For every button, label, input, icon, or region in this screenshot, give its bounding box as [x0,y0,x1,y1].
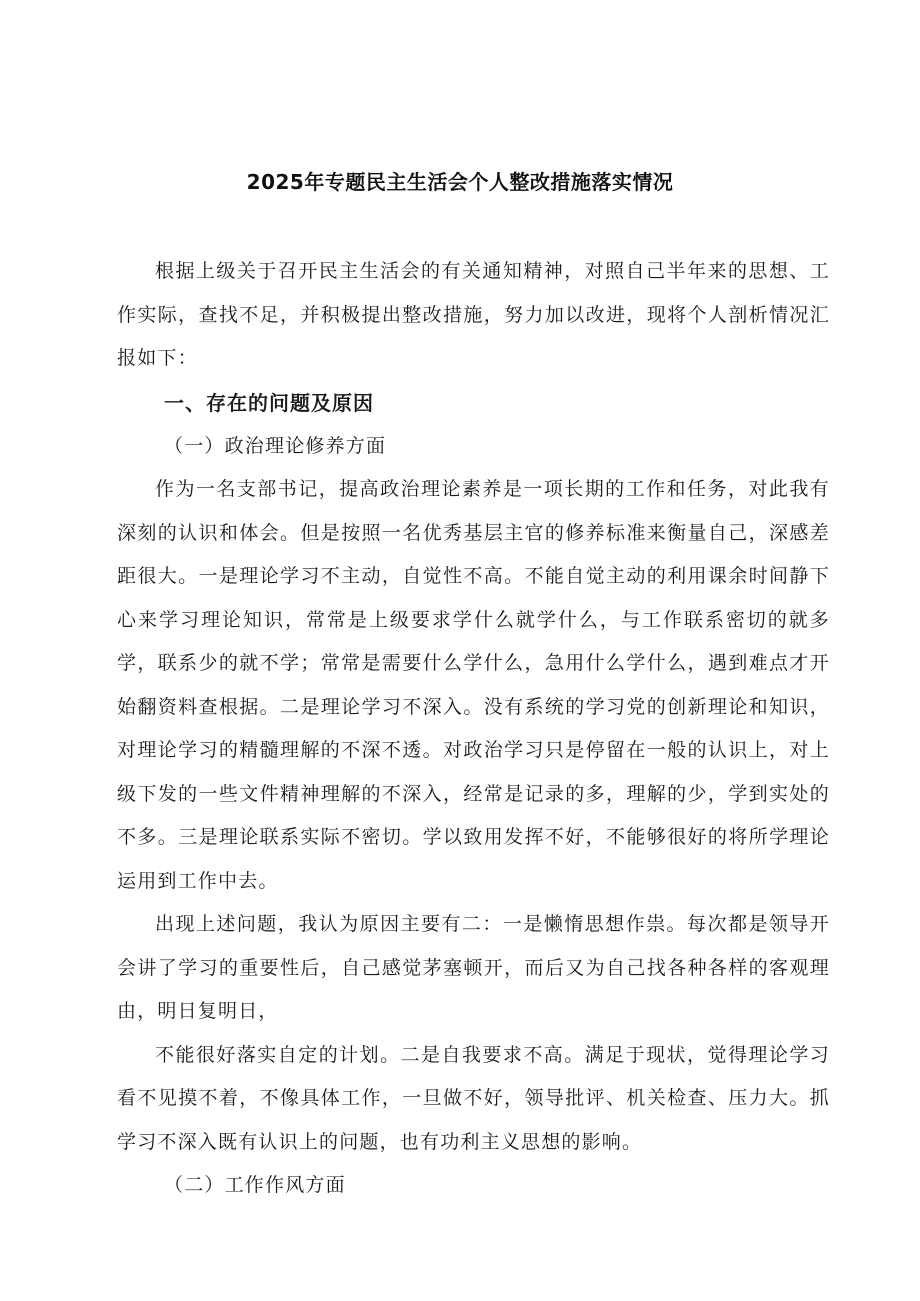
subsection-heading-work-style: （二）工作作风方面 [164,1174,346,1196]
subsection-heading-political-theory: （一）政治理论修养方面 [164,434,387,457]
section-heading-problems: 一、存在的问题及原因 [164,390,374,415]
paragraph-causes: 出现上述问题，我认为原因主要有二：一是懒惰思想作祟。每次都是领导开会讲了学习的重要性后，自己感觉茅塞顿开，而后又为自己找各种各样的客观理由，明日复明日， [117,913,830,1022]
document-body [117,250,830,1208]
paragraph-causes-continued: 不能很好落实自定的计划。二是自我要求不高。满足于现状，觉得理论学习看不见摸不着，不像具体工作，一旦做不好，领导批评、机关检查、压力大。抓学习不深入既有认识上的问题，也有功利主义思想的影响。 [117,1043,830,1153]
intro-paragraph: 根据上级关于召开民主生活会的有关通知精神，对照自己半年来的思想、工作实际，查找不足，并积极提出整改措施，努力加以改进，现将个人剖析情况汇报如下： [117,260,830,369]
document-title: 2025年专题民主生活会个人整改措施落实情况 [246,170,674,194]
paragraph-political-theory: 作为一名支部书记，提高政治理论素养是一项长期的工作和任务，对此我有深刻的认识和体会。但是按照一名优秀基层主官的修养标准来衡量自己，深感差距很大。一是理论学习不主动，自觉性不高。不能自觉主动的利用课余时间静下心来学习理论知识，常常是上级要求学什么就学什么，与工作联系密切的就多学，联系少的就不学；常常是需要什么学什么，急用什么学什么，遇到难点才开始翻资料查根据。二是理论学习不深入。没有系统的学习党的创新理论和知识，对理论学习的精髓理解的不深不透。对政治学习只是停留在一般的认识上，对上级下发的一些文件精神理解的不深入，经常是记录的多，理解的少，学到实处的不多。三是理论联系实际不密切。学以致用发挥不好，不能够很好的将所学理论运用到工作中去。 [117,478,830,892]
